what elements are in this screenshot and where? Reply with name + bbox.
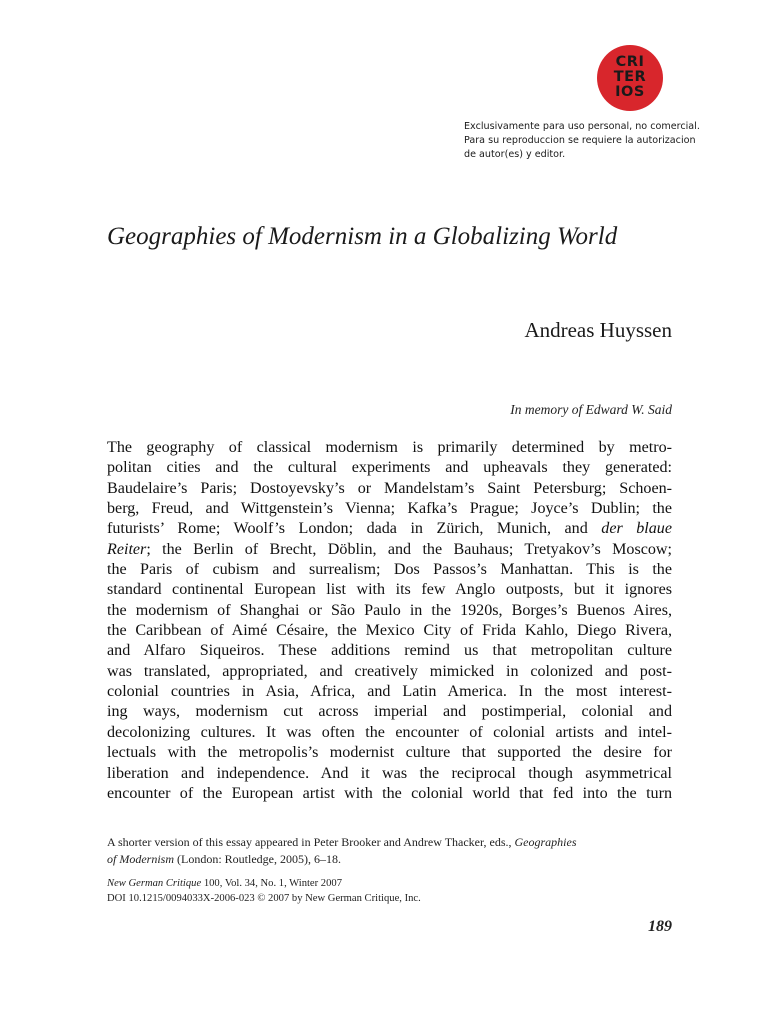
journal-citation [107,876,672,906]
body-line [107,519,672,539]
citation-line [107,876,672,891]
body-paragraph [107,438,672,804]
body-line: liberation and independence. And it was the reciprocal though asymmetrical [107,764,672,782]
footnote [107,834,672,868]
body-line: was translated, appropriated, and creatively mimicked in colonized and post- [107,662,672,680]
body-line: and Alfaro Siqueiros. These additions remind us that metropolitan culture [107,642,672,660]
logo-badge-line-1: CRI [615,54,645,70]
footnote-book-title: Geographies [514,835,577,849]
journal-issue: 100, Vol. 34, No. 1, Winter 2007 [201,878,342,889]
logo-badge [597,45,663,111]
body-line: the Paris of cubism and surrealism; Dos Passos’s Manhattan. This is the [107,561,672,579]
article-author: Andreas Huyssen [524,318,672,342]
body-line: berg, Freud, and Wittgenstein’s Vienna; Kafka’s Prague; Joyce’s Dublin; the [107,500,672,518]
notice-line-3: de autor(es) y editor. [464,149,566,160]
notice-line-1: Exclusivamente para uso personal, no comercial. [464,121,700,132]
body-line: politan cities and the cultural experiments and upheavals they generated: [107,459,672,477]
page-number: 189 [648,918,672,935]
doi-line: DOI 10.1215/0094033X-2006-023 © 2007 by New German Critique, Inc. [107,893,421,904]
footnote-text: A shorter version of this essay appeared in Peter Brooker and Andrew Thacker, eds., [107,835,515,849]
article-title: Geographies of Modernism in a Globalizing World [107,223,618,250]
body-line: The geography of classical modernism is primarily determined by metro- [107,439,672,456]
body-line: colonial countries in Asia, Africa, and Latin America. In the most interest- [107,683,672,701]
dedication: In memory of Edward W. Said [510,402,672,417]
body-line: standard continental European list with its few Anglo outposts, but it ignores [107,581,672,599]
italic-term: Reiter [107,540,147,558]
footnote-book-title: of Modernism [107,852,174,866]
notice-line-2: Para su reproduccion se requiere la autorizacion [464,135,696,146]
body-line: the Caribbean of Aimé Césaire, the Mexico City of Frida Kahlo, Diego Rivera, [107,622,672,640]
body-line-text: futurists’ Rome; Woolf’s London; dada in Zürich, Munich, and [107,520,602,538]
italic-term: der blaue [601,520,673,538]
body-line: encounter of the European artist with the colonial world that fed into the turn [107,784,672,802]
body-line: Baudelaire’s Paris; Dostoyevsky’s or Mandelstam’s Saint Petersburg; Schoen- [107,479,672,497]
body-line: lectuals with the metropolis’s modernist culture that supported the desire for [107,744,672,762]
usage-notice [464,120,744,162]
body-line: the modernism of Shanghai or São Paulo in the 1920s, Borges’s Buenos Aires, [107,601,672,619]
logo-badge-line-3: IOS [615,84,645,100]
body-line-text: ; the Berlin of Brecht, Döblin, and the Bauhaus; Tretyakov’s Moscow; [146,540,672,558]
body-line [107,540,672,560]
footnote-text: (London: Routledge, 2005), 6–18. [174,852,341,866]
logo-badge-line-2: TER [613,69,647,85]
journal-name: New German Critique [107,878,202,889]
body-line: decolonizing cultures. It was often the encounter of colonial artists and intel- [107,723,672,741]
body-line: ing ways, modernism cut across imperial and postimperial, colonial and [107,703,672,721]
